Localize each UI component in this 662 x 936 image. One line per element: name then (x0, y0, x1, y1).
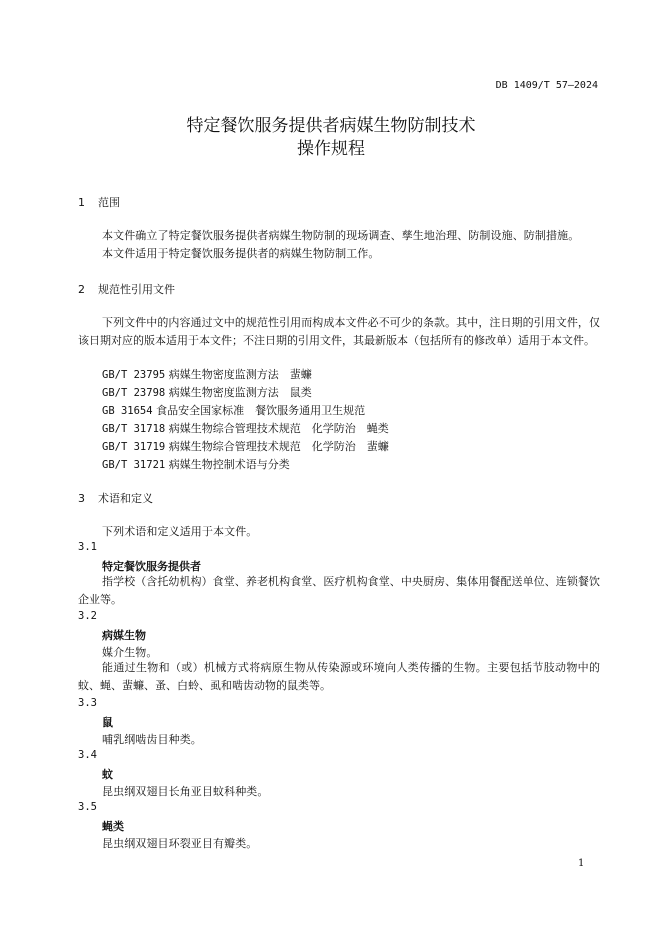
page-number: 1 (578, 858, 585, 869)
reference-item (102, 402, 365, 418)
section-2-heading (78, 281, 175, 297)
reference-code: GB/T 31721 (102, 459, 166, 471)
term-definition: 昆虫纲双翅目长角亚目蚊科种类。 (102, 785, 269, 798)
reference-item (102, 456, 290, 472)
section-3-heading (78, 490, 153, 506)
term-definition: 昆虫纲双翅目环裂亚目有瓣类。 (102, 837, 258, 850)
section-1-heading (78, 194, 120, 210)
term-number: 3.4 (78, 749, 97, 761)
term-definition: 指学校（含托幼机构）食堂、养老机构食堂、医疗机构食堂、中央厨房、集体用餐配送单位、连锁餐饮企业等。 (78, 575, 600, 606)
term-title: 鼠 (102, 716, 113, 729)
term-title: 蚊 (102, 768, 113, 781)
reference-code: GB/T 31718 (102, 423, 166, 435)
term-definition: 哺乳纲啮齿目种类。 (102, 733, 202, 746)
reference-code: GB 31654 (102, 405, 153, 417)
term-alias: 媒介生物。 (102, 646, 158, 659)
reference-title: 病媒生物控制术语与分类 (168, 458, 290, 471)
reference-title: 病媒生物密度监测方法 蜚蠊 (168, 368, 312, 381)
reference-code: GB/T 31719 (102, 441, 166, 453)
reference-title: 病媒生物综合管理技术规范 化学防治 蝇类 (168, 422, 389, 435)
document-code: DB 1409/T 57—2024 (495, 80, 598, 91)
term-title: 病媒生物 (102, 629, 146, 642)
title-line-2: 操作规程 (297, 139, 365, 159)
section-1-paragraph-2: 本文件适用于特定餐饮服务提供者的病媒生物防制工作。 (102, 247, 380, 260)
section-2-intro: 下列文件中的内容通过文中的规范性引用而构成本文件必不可少的条款。其中，注日期的引用文件，仅该日期对应的版本适用于本文件；不注日期的引用文件，其最新版本（包括所有的修改单）适用于本文件。 (78, 316, 600, 347)
reference-item (102, 366, 312, 382)
term-number: 3.3 (78, 697, 97, 709)
reference-item (102, 420, 389, 436)
term-number: 3.5 (78, 801, 97, 813)
reference-item (102, 438, 389, 454)
reference-title: 病媒生物密度监测方法 鼠类 (168, 386, 312, 399)
section-number: 3 (78, 492, 85, 505)
section-title: 术语和定义 (98, 492, 153, 505)
reference-title: 病媒生物综合管理技术规范 化学防治 蜚蠊 (168, 440, 389, 453)
section-title: 范围 (98, 196, 120, 209)
reference-code: GB/T 23795 (102, 369, 166, 381)
title-line-1: 特定餐饮服务提供者病媒生物防制技术 (186, 116, 476, 136)
term-title: 特定餐饮服务提供者 (102, 560, 201, 573)
term-title: 蝇类 (102, 820, 124, 833)
reference-title: 食品安全国家标准 餐饮服务通用卫生规范 (156, 404, 366, 417)
section-number: 2 (78, 283, 85, 296)
term-number: 3.2 (78, 610, 97, 622)
section-number: 1 (78, 196, 85, 209)
section-1-paragraph-1: 本文件确立了特定餐饮服务提供者病媒生物防制的现场调查、孳生地治理、防制设施、防制措施。 (102, 229, 580, 242)
section-title: 规范性引用文件 (98, 283, 175, 296)
section-3-intro: 下列术语和定义适用于本文件。 (102, 525, 258, 538)
term-definition: 能通过生物和（或）机械方式将病原生物从传染源或环境向人类传播的生物。主要包括节肢动物中的蚊、蝇、蜚蠊、蚤、白蛉、虱和啮齿动物的鼠类等。 (78, 661, 600, 692)
term-number: 3.1 (78, 541, 97, 553)
reference-code: GB/T 23798 (102, 387, 166, 399)
reference-item (102, 384, 312, 400)
